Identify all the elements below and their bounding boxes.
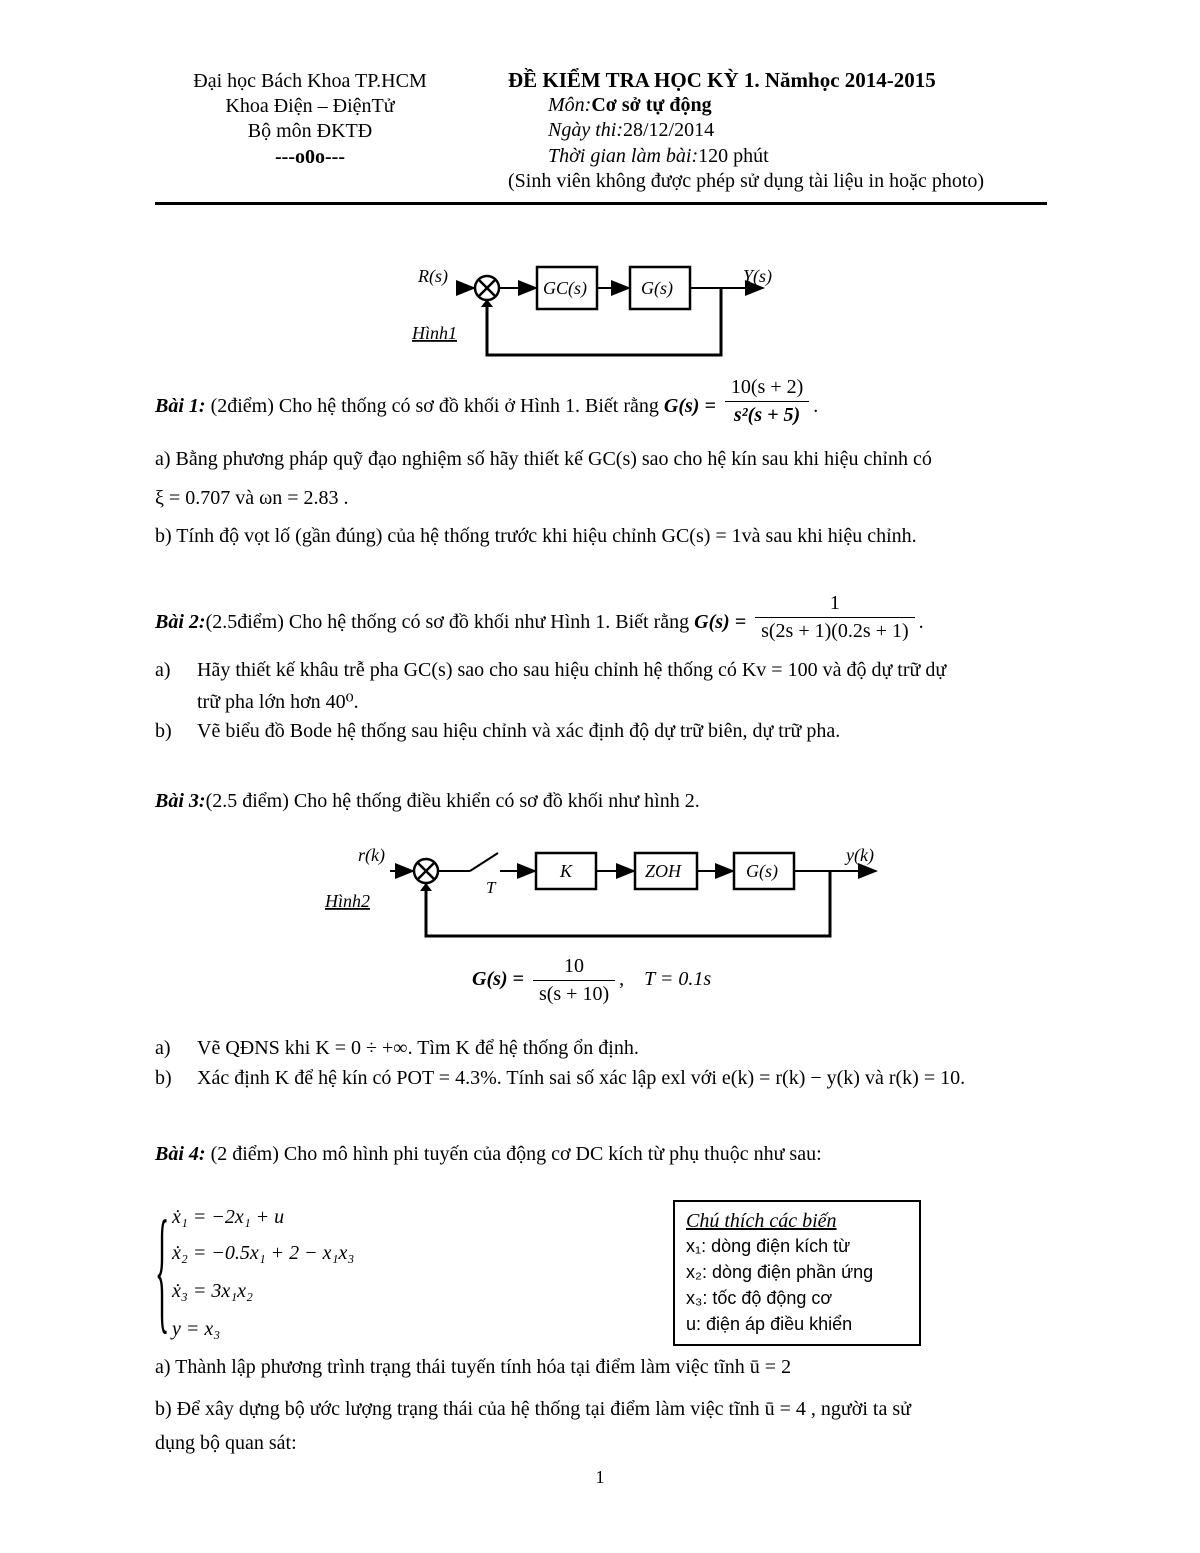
bai3-part-b: Xác định K để hệ kín có POT = 4.3%. Tính sai số xác lập exl với e(k) = r(k) − y(k) và r(k) = 10. — [197, 1067, 966, 1089]
bai3-g-denominator: s(s + 10) — [538, 983, 610, 1005]
bai3-intro: (2.5 điểm) Cho hệ thống điều khiển có sơ đồ khối như hình 2. — [205, 790, 700, 812]
fig1-input-label: R(s) — [418, 266, 448, 286]
bai1-g-numerator: 10(s + 2) — [725, 376, 809, 402]
exam-title: ĐỀ KIỂM TRA HỌC KỲ 1. Nămhọc 2014-2015 — [508, 68, 936, 92]
faculty-name: Khoa Điện – ĐiệnTử — [225, 95, 395, 117]
fig2-output-label: y(k) — [846, 845, 874, 865]
fig2-input-label: r(k) — [358, 845, 385, 865]
bai2-g-numerator: 1 — [755, 592, 915, 618]
bai4-part-b: b) Để xây dựng bộ ước lượng trạng thái của hệ thống tại điểm làm việc tĩnh ū = 4 , người ta sử — [155, 1398, 911, 1420]
fig1-output-label: Y(s) — [743, 266, 773, 286]
bai4-part-b-cont: dụng bộ quan sát: — [155, 1432, 297, 1454]
time-line — [548, 145, 769, 168]
state-eq-3: ẋ₃ = 3x₁x₂ — [172, 1280, 253, 1302]
legend-item-x2: x₂: dòng điện phần ứng — [686, 1262, 874, 1282]
bai1-g-denominator: s²(s + 5) — [733, 404, 801, 426]
figure-1-block-diagram — [400, 255, 800, 365]
bai4-statement — [155, 1143, 822, 1166]
bai2-label: Bài 2: — [155, 611, 206, 634]
subject-value: Cơ sở tự động — [591, 94, 712, 116]
bai3-statement — [155, 790, 700, 813]
bai3-g-numerator: 10 — [533, 955, 615, 981]
bai3-part-b-mark: b) — [155, 1067, 172, 1089]
legend-item-u: u: điện áp điều khiển — [686, 1314, 853, 1334]
date-value: 28/12/2014 — [623, 119, 715, 141]
bai2-part-b: Vẽ biểu đồ Bode hệ thống sau hiệu chỉnh và xác định độ dự trữ biên, dự trữ pha. — [197, 720, 841, 742]
bai2-g-lhs: G(s) = — [694, 611, 747, 634]
bai3-part-a: Vẽ QĐNS khi K = 0 ÷ +∞. Tìm K để hệ thống ổn định. — [197, 1037, 639, 1059]
bai2-part-a-mark: a) — [155, 659, 171, 681]
department-name: Bộ môn ĐKTĐ — [247, 120, 373, 142]
variable-legend-box — [673, 1200, 921, 1346]
date-line — [548, 119, 714, 142]
equation-brace: { — [155, 1193, 170, 1347]
state-eq-1: ẋ₁ = −2x₁ + u — [172, 1206, 285, 1228]
bai2-statement: Bài 2:(2.5điểm) Cho hệ thống có sơ đồ khối như Hình 1. Biết rằng G(s) = $\frac{1}{s(2s + 1)(0.2s + 1)}$ . — [155, 592, 924, 642]
subject-label: Môn: — [548, 94, 592, 116]
bai1-g-lhs: G(s) = — [663, 395, 716, 418]
page-number: 1 — [595, 1467, 605, 1487]
bai2-part-a-cont: trữ pha lớn hơn 40⁰. — [197, 691, 359, 713]
bai2-g-denominator: s(2s + 1)(0.2s + 1) — [761, 620, 909, 642]
bai3-plant-equation: G(s) = $\frac{10}{s(s + 10)}$ , T = 0.1s — [472, 955, 712, 1005]
figure-2-block-diagram — [320, 835, 900, 945]
bai2-part-b-mark: b) — [155, 720, 172, 742]
bai1-transfer-function — [725, 376, 809, 427]
fig1-plant-label: G(s) — [641, 278, 673, 298]
bai3-g-lhs: G(s) = — [472, 968, 524, 991]
sampler-switch — [470, 853, 498, 871]
bai3-label: Bài 3: — [155, 790, 206, 812]
bai4-part-a: a) Thành lập phương trình trạng thái tuyến tính hóa tại điểm làm việc tĩnh ū = 2 — [155, 1356, 792, 1378]
bai1-part-a-spec: ξ = 0.707 và ωn = 2.83 . — [155, 487, 349, 509]
subject-line — [548, 94, 712, 117]
university-name: Đại học Bách Khoa TP.HCM — [193, 70, 427, 92]
bai2-transfer-function — [755, 592, 915, 643]
bai3-sampling-period: T = 0.1s — [644, 968, 712, 991]
time-value: 120 phút — [698, 145, 769, 167]
legend-item-x1: x₁: dòng điện kích từ — [686, 1236, 851, 1256]
bai3-part-a-mark: a) — [155, 1037, 171, 1059]
header-separator: ---o0o--- — [275, 146, 345, 168]
bai1-intro: (2điểm) Cho hệ thống có sơ đồ khối ở Hình 1. Biết rằng — [210, 395, 659, 418]
fig1-controller-label: GC(s) — [543, 278, 587, 298]
state-eq-2: ẋ₂ = −0.5x₁ + 2 − x₁x₃ — [172, 1242, 355, 1264]
legend-title: Chú thích các biến — [686, 1210, 837, 1232]
bai4-intro: (2 điểm) Cho mô hình phi tuyến của động cơ DC kích từ phụ thuộc như sau: — [210, 1143, 822, 1165]
bai2-part-a: Hãy thiết kế khâu trễ pha GC(s) sao cho sau hiệu chỉnh hệ thống có Kv = 100 và độ dự trữ dự — [197, 659, 947, 681]
fig2-plant-label: G(s) — [746, 861, 778, 881]
fig2-caption: Hình2 — [325, 891, 370, 911]
header-rule — [155, 202, 1047, 205]
fig2-zoh-label: ZOH — [645, 861, 682, 881]
bai1-part-b: b) Tính độ vọt lố (gần đúng) của hệ thống trước khi hiệu chỉnh GC(s) = 1và sau khi hiệu chỉnh. — [155, 525, 917, 547]
fig2-gain-label: K — [560, 861, 573, 881]
bai1-label: Bài 1: — [155, 395, 206, 418]
fig2-sampler-label: T — [486, 878, 496, 897]
output-eq: y = x₃ — [172, 1318, 221, 1340]
bai1-statement: Bài 1: (2điểm) Cho hệ thống có sơ đồ khối ở Hình 1. Biết rằng G(s) = $\frac{10(s + 2)}{\text{s²(s + 5)}}$ . — [155, 376, 819, 426]
bai3-transfer-function — [533, 955, 615, 1006]
bai1-part-a: a) Bằng phương pháp quỹ đạo nghiệm số hãy thiết kế GC(s) sao cho hệ kín sau khi hiệu chỉnh có — [155, 448, 932, 470]
bai4-label: Bài 4: — [155, 1143, 206, 1165]
bai2-intro: (2.5điểm) Cho hệ thống có sơ đồ khối như Hình 1. Biết rằng — [205, 611, 690, 634]
legend-item-x3: x₃: tốc độ động cơ — [686, 1288, 833, 1308]
fig1-caption: Hình1 — [412, 323, 457, 343]
time-label: Thời gian làm bài: — [548, 145, 699, 167]
date-label: Ngày thi: — [548, 119, 623, 141]
exam-note: (Sinh viên không được phép sử dụng tài liệu in hoặc photo) — [508, 170, 985, 192]
